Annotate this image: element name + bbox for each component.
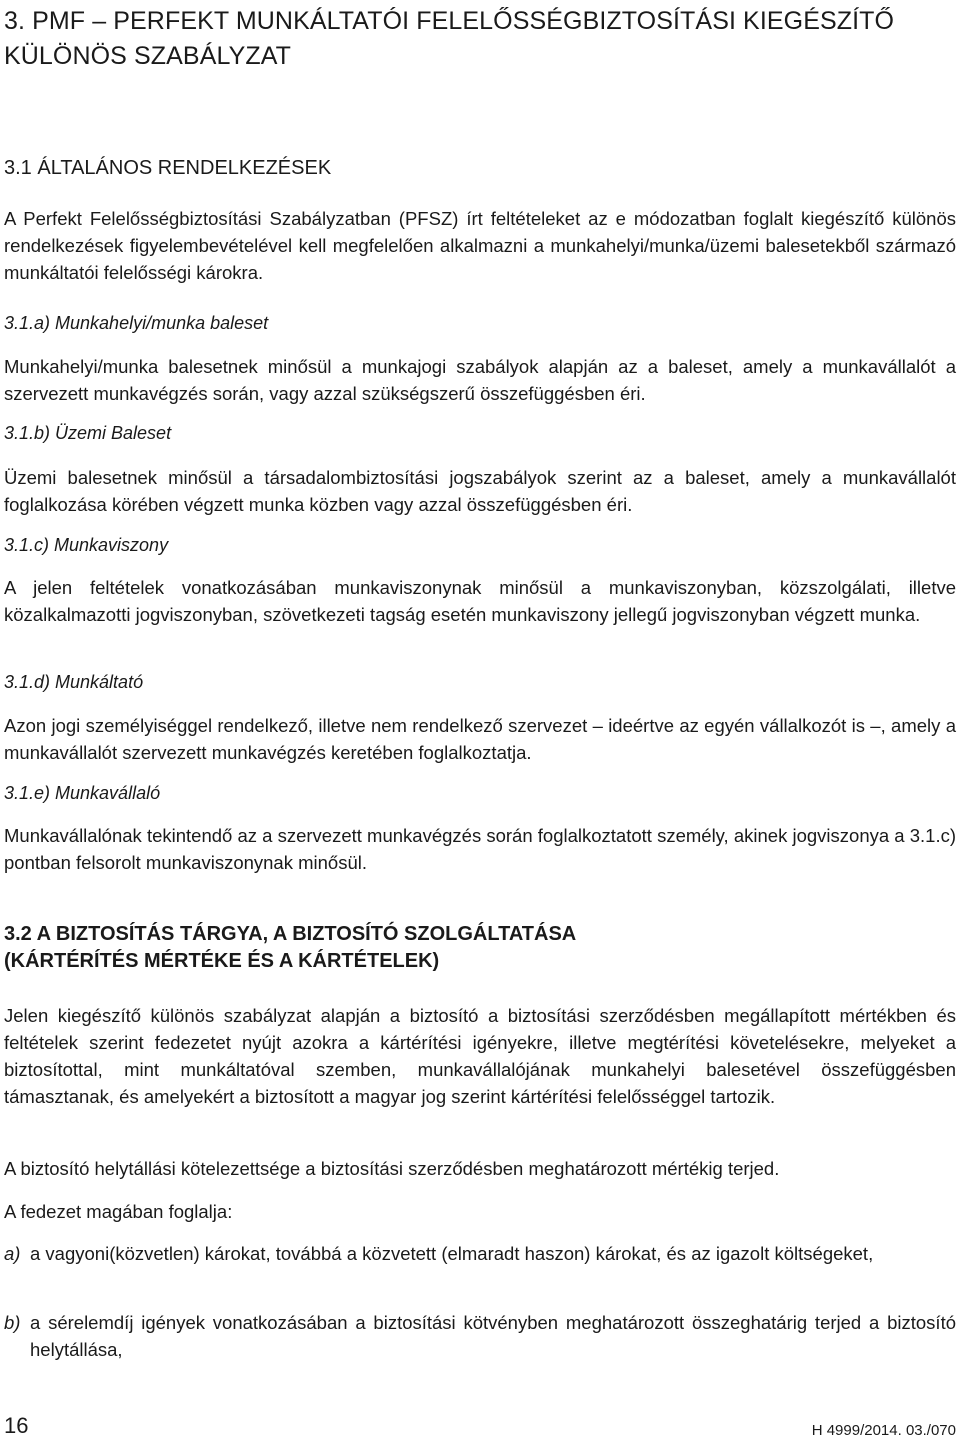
intro-paragraph: A Perfekt Felelősségbiztosítási Szabályzatban (PFSZ) írt feltételeket az e módozatban foglalt kiegészítő különös rendelkezések figyelembevételével kell megfelelően alkalmazni a munkahelyi/munka/üzemi balesetekből származó munkáltatói felelősségi károkra. <box>4 208 956 283</box>
subhead-employment: 3.1.c) Munkaviszony <box>4 535 169 555</box>
section-heading-general: 3.1 ÁLTALÁNOS RENDELKEZÉSEK <box>4 157 332 179</box>
page-title: 3. PMF – PERFEKT MUNKÁLTATÓI FELELŐSSÉGBIZTOSÍTÁSI KIEGÉSZÍTŐ KÜLÖNÖS SZABÁLYZAT <box>4 7 895 70</box>
list-item-b <box>4 1309 956 1363</box>
list-item-a <box>4 1240 956 1267</box>
page-number: 16 <box>4 1413 29 1438</box>
paragraph-liability-limit: A biztosító helytállási kötelezettsége a biztosítási szerződésben meghatározott mértékig terjed. <box>4 1158 780 1179</box>
section-heading-subject <box>4 921 956 975</box>
subhead-employer: 3.1.d) Munkáltató <box>4 672 144 692</box>
paragraph-coverage-includes: A fedezet magában foglalja: <box>4 1201 233 1222</box>
paragraph-plant-accident: Üzemi balesetnek minősül a társadalombiztosítási jogszabályok szerint az a baleset, amely a munkavállalót foglalkozása körében végzett munka közben vagy azzal összefüggésben éri. <box>4 467 956 515</box>
list-text-b: a sérelemdíj igények vonatkozásában a biztosítási kötvényben meghatározott összeghatárig terjed a biztosító helytállása, <box>30 1312 956 1360</box>
subhead-employee: 3.1.e) Munkavállaló <box>4 783 161 803</box>
list-text-a: a vagyoni(közvetlen) károkat, továbbá a közvetett (elmaradt haszon) károkat, és az igazolt költségeket, <box>30 1243 874 1264</box>
subhead-plant-accident: 3.1.b) Üzemi Baleset <box>4 423 172 443</box>
section-heading-subject-line1: 3.2 A BIZTOSÍTÁS TÁRGYA, A BIZTOSÍTÓ SZOLGÁLTATÁSA <box>4 923 577 945</box>
paragraph-workplace-accident: Munkahelyi/munka balesetnek minősül a munkajogi szabályok alapján az a baleset, amely a munkavállalót a szervezett munkavégzés során, vagy azzal szükségszerű összefüggésben éri. <box>4 356 956 404</box>
paragraph-coverage: Jelen kiegészítő különös szabályzat alapján a biztosító a biztosítási szerződésben megállapított mértékben és feltételek szerint fedezetet nyújt azokra a kártérítési igényekre, illetve megtérítési követelésekre, melyeket a biztosítottal, mint munkáltatóval szemben, munkavállalójának munkahelyi balesetével összefüggésben támasztanak, és amelyekért a biztosított a magyar jog szerint kártérítési felelősséggel tartozik. <box>4 1005 956 1107</box>
paragraph-employer: Azon jogi személyiséggel rendelkező, illetve nem rendelkező szervezet – ideértve az egyén vállalkozót is –, amely a munkavállalót szervezett munkavégzés keretében foglalkoztatja. <box>4 715 956 763</box>
paragraph-employment: A jelen feltételek vonatkozásában munkaviszonynak minősül a munkaviszonyban, közszolgálati, illetve közalkalmazotti jogviszonyban, szövetkezeti tagság esetén munkaviszony jellegű jogviszonyban végzett munka. <box>4 577 956 625</box>
list-marker-a: a) <box>4 1243 21 1264</box>
list-marker-b: b) <box>4 1312 21 1333</box>
subhead-workplace-accident: 3.1.a) Munkahelyi/munka baleset <box>4 313 269 333</box>
paragraph-employee: Munkavállalónak tekintendő az a szervezett munkavégzés során foglalkoztatott személy, akinek jogviszonya a 3.1.c) pontban felsorolt munkaviszonynak minősül. <box>4 825 956 873</box>
section-heading-subject-line2: (KÁRTÉRÍTÉS MÉRTÉKE ÉS A KÁRTÉTELEK) <box>4 950 440 972</box>
document-code: H 4999/2014. 03./070 <box>811 1422 956 1439</box>
